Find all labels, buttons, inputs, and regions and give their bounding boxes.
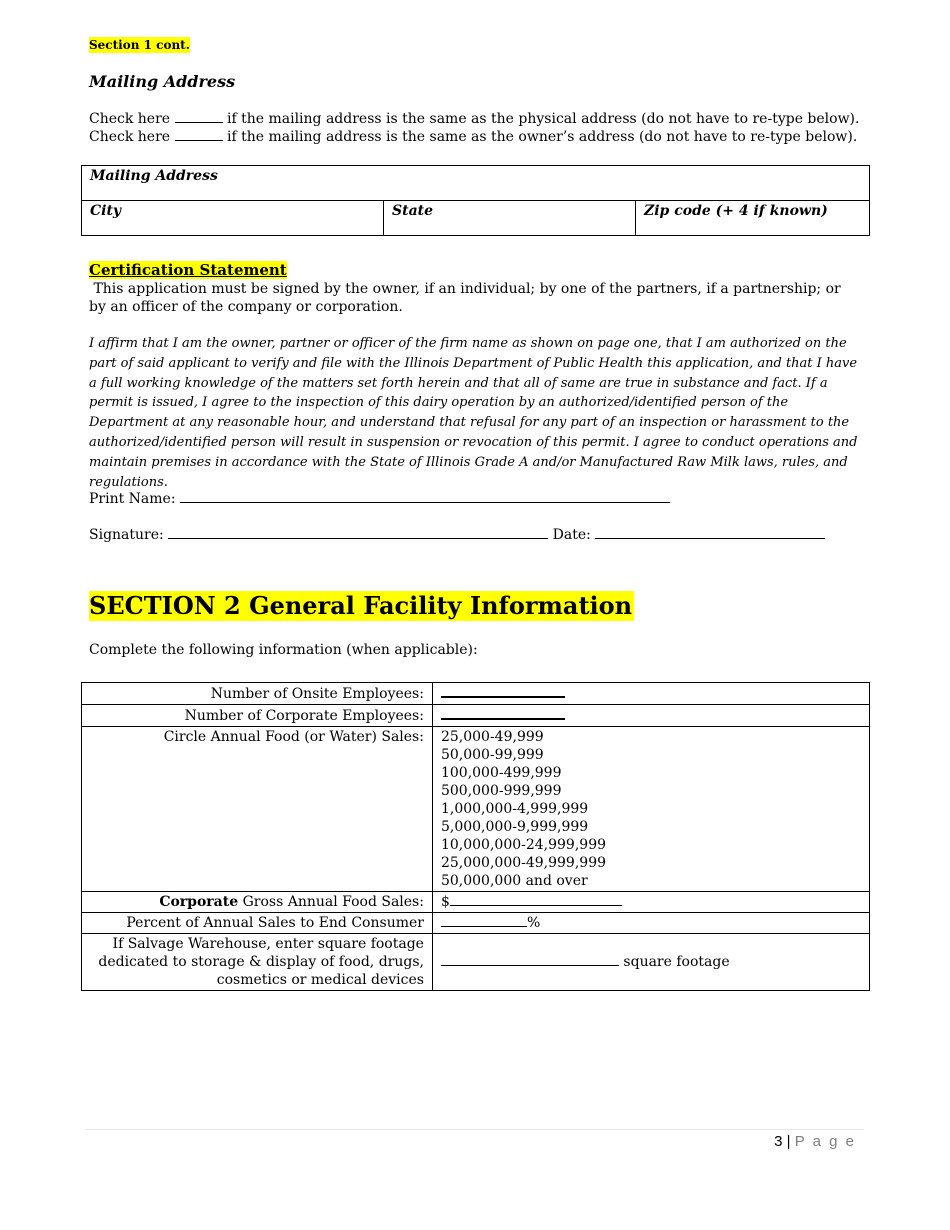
sales-range-option[interactable]: 50,000,000 and over: [440, 873, 588, 889]
corporate-bold: Corporate: [159, 894, 239, 910]
corporate-employees-input[interactable]: [441, 706, 565, 720]
print-name-input[interactable]: [180, 490, 670, 503]
table-row: [82, 683, 870, 705]
check-suffix: if the mailing address is the same as the physical address (do not have to re-type below).: [226, 111, 860, 127]
section1-label: Section 1 cont.: [89, 38, 190, 52]
table-row: [82, 913, 870, 934]
signature-row: [89, 526, 825, 543]
square-footage-label: square footage: [623, 954, 730, 970]
checkbox-line-physical[interactable]: [175, 110, 223, 123]
certification-intro-text: This application must be signed by the owner, if an individual; by one of the partners, if a partnership; or by an officer of the company or corporation.: [89, 281, 841, 315]
corporate-employees-cell: [432, 705, 869, 727]
mailing-address-heading: Mailing Address: [89, 72, 236, 91]
state-field[interactable]: State: [384, 201, 636, 236]
corporate-gross-sales-cell: [432, 892, 869, 913]
percent-sales-label: Percent of Annual Sales to End Consumer: [82, 913, 433, 934]
onsite-employees-input[interactable]: [441, 684, 565, 698]
annual-sales-options: [432, 727, 869, 892]
percent-sales-input[interactable]: [441, 914, 527, 927]
corporate-gross-rest: Gross Annual Food Sales:: [242, 894, 424, 910]
signature-label: Signature:: [89, 527, 164, 543]
section2-instructions: Complete the following information (when applicable):: [89, 642, 478, 658]
mailing-address-field[interactable]: Mailing Address: [82, 166, 870, 201]
corporate-employees-label: Number of Corporate Employees:: [82, 705, 433, 727]
onsite-employees-label: Number of Onsite Employees:: [82, 683, 433, 705]
sales-range-option[interactable]: 100,000-499,999: [440, 765, 562, 781]
salvage-label: If Salvage Warehouse, enter square footage dedicated to storage & display of food, drugs, cosmetics or medical devices: [82, 934, 433, 991]
certification-heading: Certification Statement: [89, 261, 287, 279]
date-input[interactable]: [595, 526, 825, 539]
square-footage-input[interactable]: [441, 953, 619, 966]
check-suffix: if the mailing address is the same as the owner’s address (do not have to re-type below).: [226, 129, 858, 145]
city-field[interactable]: City: [82, 201, 384, 236]
table-row: [82, 934, 870, 991]
corporate-gross-sales-label: [82, 892, 433, 913]
check-same-physical: [89, 110, 859, 128]
sales-range-option[interactable]: 25,000,000-49,999,999: [440, 855, 607, 871]
zip-field[interactable]: Zip code (+ 4 if known): [636, 201, 870, 236]
page-separator: |: [786, 1133, 791, 1150]
certification-intro: [89, 280, 849, 316]
table-row: [82, 705, 870, 727]
check-prefix: Check here: [89, 111, 171, 127]
dollar-sign: $: [440, 894, 450, 910]
facility-info-table: [81, 682, 870, 991]
page-footer: [774, 1133, 856, 1150]
mailing-address-table: [81, 165, 870, 236]
footer-divider: [86, 1129, 864, 1130]
sales-range-option[interactable]: 10,000,000-24,999,999: [440, 837, 607, 853]
sales-range-option[interactable]: 25,000-49,999: [440, 729, 544, 745]
corporate-gross-sales-input[interactable]: [450, 893, 622, 906]
affirmation-text: I affirm that I am the owner, partner or officer of the firm name as shown on page one, that I am authorized on the part of said applicant to verify and file with the Illinois Department of Public Health this application, and that I have a full working knowledge of the matters set forth herein and that all of same are true in substance and fact. If a permit is issued, I agree to the inspection of this dairy operation by an authorized/identified person of the Department at any reasonable hour, and understand that refusal for any part of an inspection or harassment to the authorized/identified person will result in suspension or revocation of this permit. I agree to conduct operations and maintain premises in accordance with the State of Illinois Grade A and/or Manufactured Raw Milk laws, rules, and regulations.: [89, 336, 858, 490]
print-name-label: Print Name:: [89, 491, 176, 507]
percent-sign: %: [526, 915, 541, 931]
sales-range-option[interactable]: 50,000-99,999: [440, 747, 544, 763]
table-row: [82, 727, 870, 892]
date-label: Date:: [552, 527, 591, 543]
page-number: 3: [774, 1133, 783, 1150]
sales-range-option[interactable]: 5,000,000-9,999,999: [440, 819, 589, 835]
signature-input[interactable]: [168, 526, 548, 539]
check-same-owner: [89, 128, 857, 146]
percent-sales-cell: [432, 913, 869, 934]
salvage-cell: [432, 934, 869, 991]
page-word: P a g e: [794, 1133, 856, 1150]
onsite-employees-cell: [432, 683, 869, 705]
sales-range-option[interactable]: 1,000,000-4,999,999: [440, 801, 589, 817]
sales-range-option[interactable]: 500,000-999,999: [440, 783, 562, 799]
print-name-row: [89, 490, 670, 507]
table-row: [82, 892, 870, 913]
check-prefix: Check here: [89, 129, 171, 145]
section2-heading: SECTION 2 General Facility Information: [89, 591, 633, 620]
annual-sales-label: Circle Annual Food (or Water) Sales:: [82, 727, 433, 892]
checkbox-line-owner[interactable]: [175, 128, 223, 141]
